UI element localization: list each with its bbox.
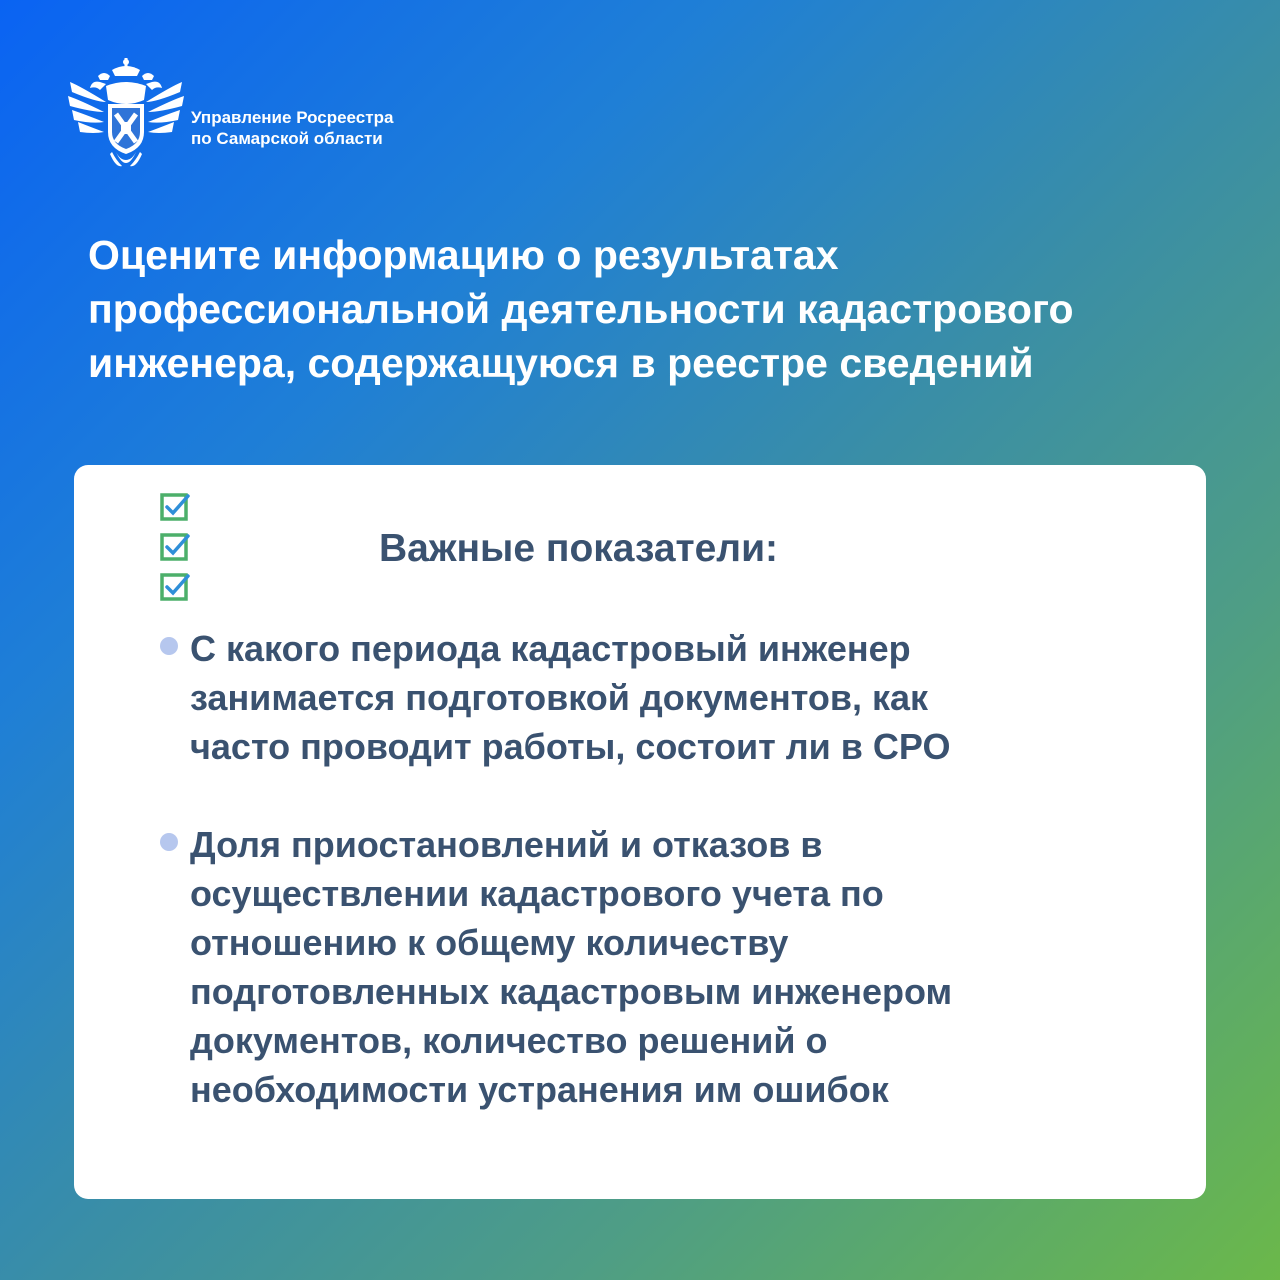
list-item-line: документов, количество решений о	[190, 1020, 828, 1061]
headline-line-3: инженера, содержащуюся в реестре сведений	[88, 340, 1034, 386]
list-item-line: отношению к общему количеству	[190, 922, 789, 963]
organization-name-line-2: по Самарской области	[191, 129, 383, 148]
organization-name	[191, 107, 393, 149]
list-item-line: необходимости устранения им ошибок	[190, 1069, 889, 1110]
card-title: Важные показатели:	[379, 527, 779, 570]
list-item-text	[190, 820, 952, 1114]
list-item-text	[190, 624, 950, 771]
list-item-line: С какого периода кадастровый инженер	[190, 628, 911, 669]
page-headline	[88, 228, 1238, 390]
bullet-dot-icon	[160, 833, 178, 851]
headline-line-2: профессиональной деятельности кадастрового	[88, 286, 1074, 332]
checklist-icon	[158, 490, 278, 604]
list-item-line: осуществлении кадастрового учета по	[190, 873, 884, 914]
organization-name-line-1: Управление Росреестра	[191, 108, 394, 127]
double-headed-eagle-emblem-icon	[66, 56, 186, 174]
list-item-line: подготовленных кадастровым инженером	[190, 971, 953, 1012]
list-item-line: часто проводит работы, состоит ли в СРО	[190, 726, 951, 767]
list-item-line: занимается подготовкой документов, как	[190, 677, 929, 718]
bullet-dot-icon	[160, 637, 178, 655]
list-item-line: Доля приостановлений и отказов в	[190, 824, 823, 865]
headline-line-1: Оцените информацию о результатах	[88, 232, 839, 278]
